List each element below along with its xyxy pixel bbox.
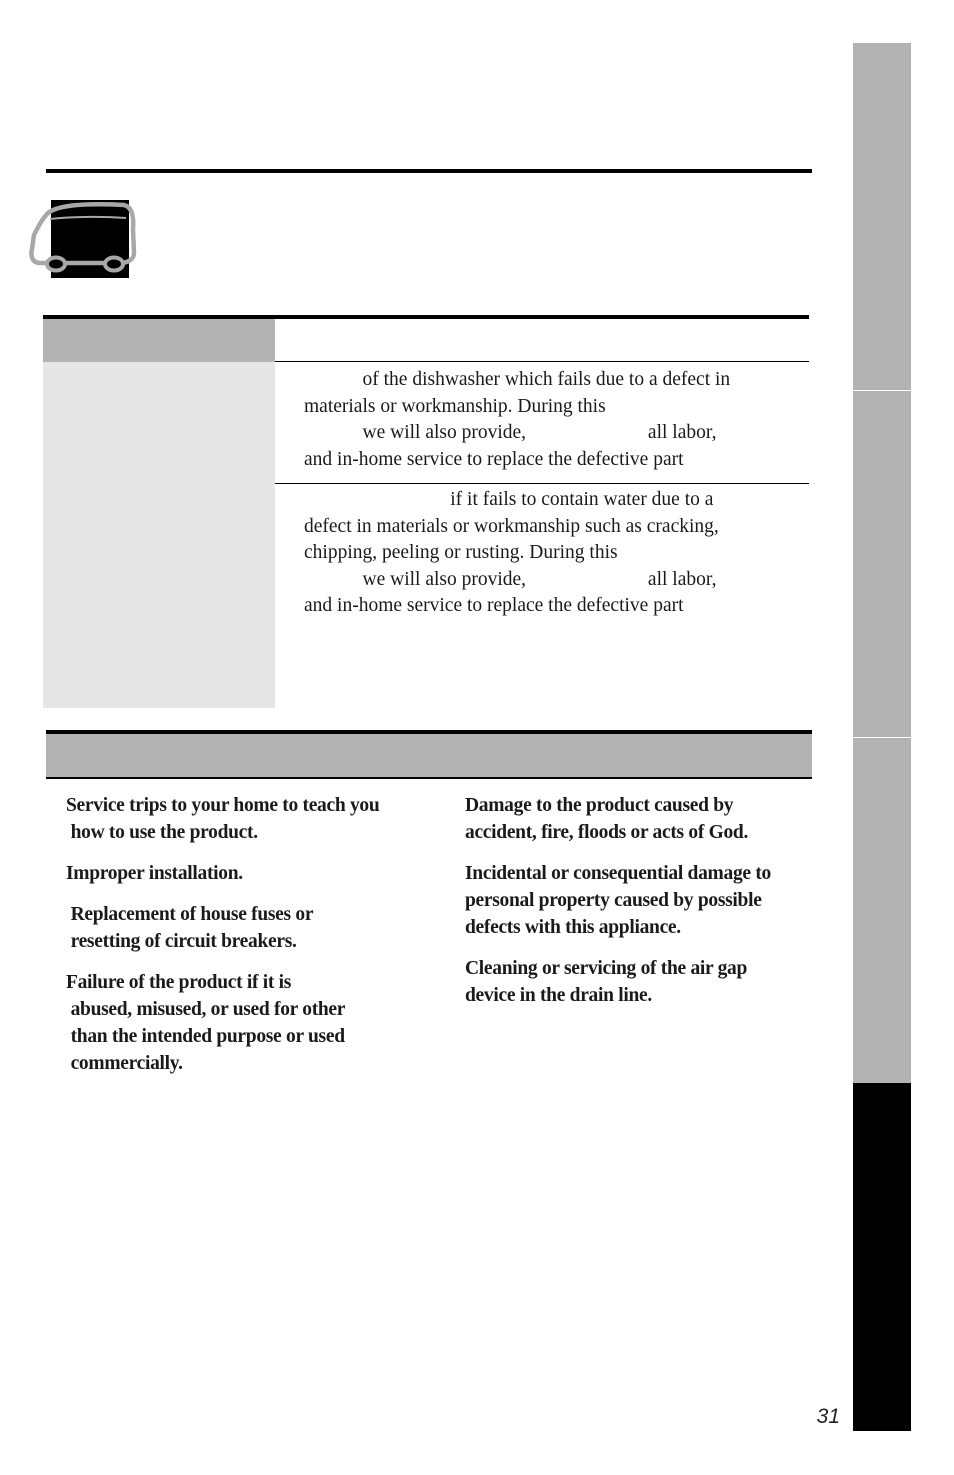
warranty-row-text: if it fails to contain water due to a defect in materials or workmanship such as cracking, chipping, peeling or rusting. During this we will also provide, all labor, and in-home service to replace the defective part: [304, 489, 719, 616]
exclusion-item: Improper installation.: [66, 863, 243, 884]
exclusion-item: Cleaning or servicing of the air gap device in the drain line.: [465, 958, 748, 1006]
exclusion-item: Damage to the product caused by accident, fire, floods or acts of God.: [465, 795, 749, 843]
warranty-table: [43, 315, 809, 708]
side-tab-3[interactable]: [853, 738, 911, 1083]
service-truck-icon: [28, 197, 140, 281]
side-tab-1[interactable]: [853, 43, 911, 390]
side-tab-active[interactable]: [853, 1083, 911, 1431]
table-label-column: [43, 362, 275, 708]
exclusions-header-band: [46, 734, 812, 778]
top-rule: [46, 169, 812, 173]
exclusions-right-column: [465, 792, 810, 1023]
exclusion-item: Service trips to your home to teach you how to use the product.: [66, 795, 380, 843]
table-header-rule: [275, 361, 809, 362]
side-tab-2[interactable]: [853, 391, 911, 737]
exclusion-item: Replacement of house fuses or resetting of circuit breakers.: [70, 904, 314, 952]
exclusion-item: Failure of the product if it is abused, misused, or used for other than the intended purpose or used commercially.: [66, 972, 346, 1074]
exclusion-item: Incidental or consequential damage to personal property caused by possible defects with this appliance.: [465, 863, 771, 938]
exclusions-left-column: [66, 792, 426, 1091]
warranty-row-text: of the dishwasher which fails due to a defect in materials or workmanship. During this we will also provide, all labor, and in-home service to replace the defective part: [304, 369, 731, 470]
page-number: 31: [816, 1405, 840, 1428]
exclusions-bottom-rule: [46, 777, 812, 779]
table-row-divider: [275, 483, 809, 484]
table-header-cell: [43, 319, 275, 362]
